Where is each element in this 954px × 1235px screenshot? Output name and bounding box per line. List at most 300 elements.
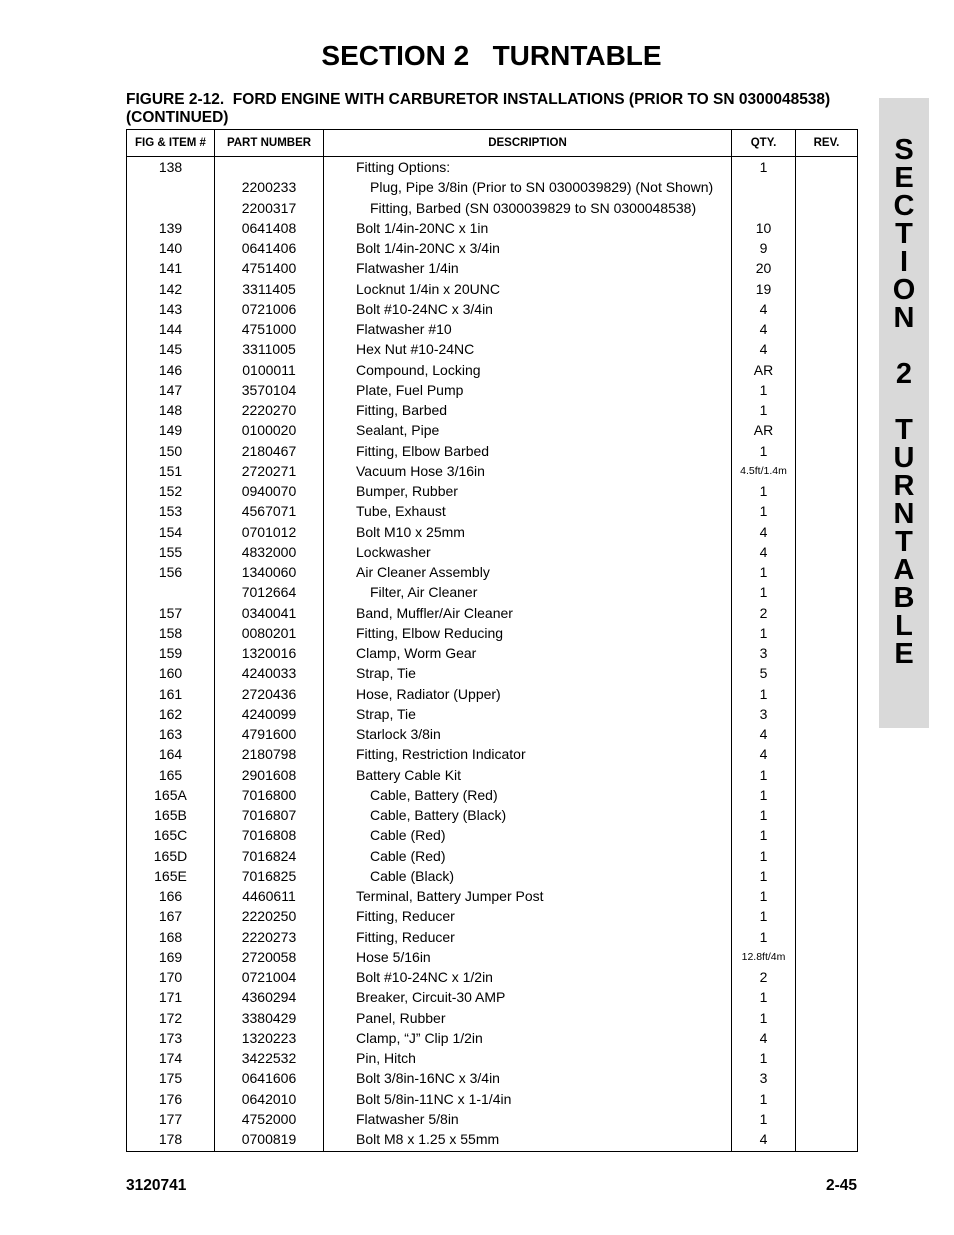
cell-part-number: 2220270 [215, 400, 324, 420]
table-row [127, 1048, 858, 1068]
cell-description: Bolt #10-24NC x 3/4in [324, 299, 732, 319]
cell-description: Band, Muffler/Air Cleaner [324, 603, 732, 623]
cell-rev [796, 967, 858, 987]
cell-item-number: 166 [127, 886, 215, 906]
table-row [127, 157, 858, 178]
table-row [127, 1008, 858, 1028]
cell-qty: 1 [732, 1109, 796, 1129]
section-tab-letter: T [895, 414, 913, 446]
cell-rev [796, 319, 858, 339]
parts-table [126, 129, 858, 1152]
cell-rev [796, 1068, 858, 1088]
table-bottom-spacer [127, 1149, 858, 1152]
cell-item-number: 177 [127, 1109, 215, 1129]
cell-rev [796, 542, 858, 562]
section-tab-letter: A [893, 554, 915, 586]
section-tab-word-number [879, 360, 929, 388]
cell-item-number: 153 [127, 501, 215, 521]
cell-description: Breaker, Circuit-30 AMP [324, 987, 732, 1007]
table-row [127, 380, 858, 400]
cell-description: Bolt #10-24NC x 1/2in [324, 967, 732, 987]
table-row [127, 420, 858, 440]
cell-part-number: 7016825 [215, 866, 324, 886]
cell-part-number: 0080201 [215, 623, 324, 643]
cell-part-number: 0940070 [215, 481, 324, 501]
cell-part-number: 1320223 [215, 1028, 324, 1048]
column-header-rev: REV. [796, 130, 858, 157]
table-row [127, 886, 858, 906]
cell-item-number: 163 [127, 724, 215, 744]
cell-qty: 1 [732, 582, 796, 602]
cell-qty: AR [732, 420, 796, 440]
spacer-cell [796, 1149, 858, 1152]
table-row [127, 279, 858, 299]
table-row [127, 562, 858, 582]
cell-part-number: 4752000 [215, 1109, 324, 1129]
cell-item-number: 170 [127, 967, 215, 987]
cell-qty: 1 [732, 927, 796, 947]
table-row [127, 987, 858, 1007]
cell-item-number [127, 177, 215, 197]
cell-part-number: 0100020 [215, 420, 324, 440]
cell-qty: 4 [732, 1129, 796, 1149]
cell-part-number: 2901608 [215, 765, 324, 785]
figure-caption-continued: (CONTINUED) [126, 109, 229, 126]
cell-qty: 1 [732, 886, 796, 906]
table-row [127, 805, 858, 825]
cell-part-number: 2200233 [215, 177, 324, 197]
section-tab-letter: T [895, 218, 913, 250]
cell-description: Hex Nut #10-24NC [324, 339, 732, 359]
cell-rev [796, 643, 858, 663]
cell-rev [796, 441, 858, 461]
cell-description: Air Cleaner Assembly [324, 562, 732, 582]
cell-part-number: 3311005 [215, 339, 324, 359]
cell-description: Fitting, Barbed [324, 400, 732, 420]
table-row [127, 1028, 858, 1048]
cell-rev [796, 501, 858, 521]
cell-rev [796, 1129, 858, 1149]
cell-description: Fitting, Restriction Indicator [324, 744, 732, 764]
section-tab [879, 98, 929, 728]
cell-item-number: 169 [127, 947, 215, 967]
table-row [127, 319, 858, 339]
cell-rev [796, 258, 858, 278]
table-header-row [127, 130, 858, 157]
table-row [127, 603, 858, 623]
cell-rev [796, 1028, 858, 1048]
section-tab-letter: I [899, 246, 909, 278]
parts-table-body [127, 157, 858, 1152]
cell-item-number: 176 [127, 1089, 215, 1109]
cell-qty: 1 [732, 1048, 796, 1068]
cell-part-number: 1320016 [215, 643, 324, 663]
cell-qty: 1 [732, 1008, 796, 1028]
cell-part-number: 4751000 [215, 319, 324, 339]
section-tab-letter: 2 [895, 358, 913, 390]
cell-rev [796, 927, 858, 947]
cell-qty: 4.5ft/1.4m [732, 461, 796, 481]
section-title: SECTION 2 TURNTABLE [321, 40, 662, 71]
cell-part-number: 2220273 [215, 927, 324, 947]
cell-rev [796, 684, 858, 704]
cell-item-number [127, 198, 215, 218]
cell-qty: 10 [732, 218, 796, 238]
cell-rev [796, 157, 858, 178]
cell-part-number: 7016800 [215, 785, 324, 805]
table-row [127, 1109, 858, 1129]
cell-rev [796, 420, 858, 440]
cell-item-number: 172 [127, 1008, 215, 1028]
cell-rev [796, 947, 858, 967]
cell-description: Compound, Locking [324, 360, 732, 380]
cell-description: Cable (Black) [324, 866, 732, 886]
cell-part-number: 4240099 [215, 704, 324, 724]
page-number: 2-45 [825, 1177, 857, 1194]
column-header-description: DESCRIPTION [324, 130, 732, 157]
cell-part-number [215, 157, 324, 178]
cell-description: Bumper, Rubber [324, 481, 732, 501]
table-row [127, 441, 858, 461]
cell-item-number: 175 [127, 1068, 215, 1088]
cell-rev [796, 846, 858, 866]
cell-item-number: 168 [127, 927, 215, 947]
cell-description: Fitting Options: [324, 157, 732, 178]
cell-description: Flatwasher #10 [324, 319, 732, 339]
table-row [127, 744, 858, 764]
cell-description: Locknut 1/4in x 20UNC [324, 279, 732, 299]
cell-part-number: 2200317 [215, 198, 324, 218]
cell-description: Fitting, Reducer [324, 906, 732, 926]
cell-rev [796, 765, 858, 785]
cell-rev [796, 522, 858, 542]
cell-qty: AR [732, 360, 796, 380]
cell-item-number: 165C [127, 825, 215, 845]
table-row [127, 825, 858, 845]
section-tab-letter: N [893, 302, 915, 334]
cell-part-number: 4751400 [215, 258, 324, 278]
table-row [127, 1068, 858, 1088]
cell-qty: 4 [732, 542, 796, 562]
cell-part-number: 7016808 [215, 825, 324, 845]
cell-item-number: 159 [127, 643, 215, 663]
cell-item-number: 138 [127, 157, 215, 178]
cell-rev [796, 400, 858, 420]
cell-part-number: 0641606 [215, 1068, 324, 1088]
section-tab-letter: E [894, 638, 914, 670]
cell-part-number: 7016807 [215, 805, 324, 825]
cell-description: Cable, Battery (Black) [324, 805, 732, 825]
cell-part-number: 7012664 [215, 582, 324, 602]
cell-qty: 1 [732, 400, 796, 420]
cell-rev [796, 987, 858, 1007]
section-tab-letter: S [894, 134, 914, 166]
table-row [127, 643, 858, 663]
column-header-fig-item: FIG & ITEM # [127, 130, 215, 157]
section-tab-letter: T [895, 526, 913, 558]
document-number: 3120741 [126, 1177, 187, 1194]
cell-description: Plug, Pipe 3/8in (Prior to SN 0300039829) (Not Shown) [324, 177, 732, 197]
cell-part-number: 2180467 [215, 441, 324, 461]
cell-description: Cable (Red) [324, 846, 732, 866]
cell-rev [796, 724, 858, 744]
cell-part-number: 4240033 [215, 663, 324, 683]
section-tab-words [879, 136, 929, 668]
table-row [127, 846, 858, 866]
cell-rev [796, 582, 858, 602]
cell-qty: 1 [732, 785, 796, 805]
cell-item-number: 160 [127, 663, 215, 683]
table-row [127, 765, 858, 785]
spacer-cell [732, 1149, 796, 1152]
cell-item-number: 173 [127, 1028, 215, 1048]
cell-rev [796, 198, 858, 218]
cell-qty: 1 [732, 906, 796, 926]
cell-qty: 1 [732, 846, 796, 866]
cell-part-number: 7016824 [215, 846, 324, 866]
table-row [127, 927, 858, 947]
cell-description: Fitting, Barbed (SN 0300039829 to SN 0300048538) [324, 198, 732, 218]
section-tab-letter: R [893, 470, 915, 502]
cell-description: Hose 5/16in [324, 947, 732, 967]
cell-description: Fitting, Elbow Barbed [324, 441, 732, 461]
cell-rev [796, 704, 858, 724]
cell-description: Strap, Tie [324, 663, 732, 683]
table-row [127, 582, 858, 602]
cell-item-number: 144 [127, 319, 215, 339]
table-row [127, 238, 858, 258]
cell-description: Terminal, Battery Jumper Post [324, 886, 732, 906]
cell-item-number: 142 [127, 279, 215, 299]
cell-qty: 3 [732, 704, 796, 724]
cell-qty: 1 [732, 623, 796, 643]
cell-item-number: 165E [127, 866, 215, 886]
cell-part-number: 2220250 [215, 906, 324, 926]
cell-item-number: 174 [127, 1048, 215, 1068]
cell-item-number: 165B [127, 805, 215, 825]
cell-rev [796, 218, 858, 238]
cell-part-number: 0100011 [215, 360, 324, 380]
cell-part-number: 2720436 [215, 684, 324, 704]
cell-part-number: 3570104 [215, 380, 324, 400]
cell-qty: 2 [732, 967, 796, 987]
cell-description: Fitting, Reducer [324, 927, 732, 947]
cell-item-number: 145 [127, 339, 215, 359]
cell-qty: 4 [732, 724, 796, 744]
cell-rev [796, 1048, 858, 1068]
section-tab-letter: C [893, 190, 915, 222]
cell-qty: 1 [732, 805, 796, 825]
cell-qty: 1 [732, 157, 796, 178]
cell-item-number: 148 [127, 400, 215, 420]
cell-rev [796, 481, 858, 501]
cell-description: Starlock 3/8in [324, 724, 732, 744]
cell-qty: 4 [732, 744, 796, 764]
table-row [127, 542, 858, 562]
cell-item-number: 140 [127, 238, 215, 258]
cell-rev [796, 360, 858, 380]
cell-qty [732, 177, 796, 197]
cell-item-number: 143 [127, 299, 215, 319]
section-tab-word-turntable [879, 416, 929, 668]
figure-caption [126, 91, 866, 127]
cell-qty: 5 [732, 663, 796, 683]
cell-rev [796, 177, 858, 197]
section-tab-letter: L [895, 610, 913, 642]
cell-qty: 4 [732, 319, 796, 339]
cell-rev [796, 906, 858, 926]
cell-item-number: 150 [127, 441, 215, 461]
cell-rev [796, 866, 858, 886]
section-tab-letter: B [893, 582, 915, 614]
table-row [127, 663, 858, 683]
cell-qty: 1 [732, 866, 796, 886]
cell-qty: 4 [732, 522, 796, 542]
cell-rev [796, 562, 858, 582]
cell-item-number: 165D [127, 846, 215, 866]
cell-qty: 19 [732, 279, 796, 299]
table-row [127, 785, 858, 805]
cell-qty: 2 [732, 603, 796, 623]
table-row [127, 967, 858, 987]
cell-rev [796, 299, 858, 319]
cell-qty: 1 [732, 481, 796, 501]
cell-qty: 1 [732, 562, 796, 582]
cell-description: Cable, Battery (Red) [324, 785, 732, 805]
table-row [127, 258, 858, 278]
table-row [127, 623, 858, 643]
cell-qty: 3 [732, 643, 796, 663]
cell-qty: 4 [732, 339, 796, 359]
table-row [127, 299, 858, 319]
cell-item-number [127, 582, 215, 602]
cell-description: Flatwasher 5/8in [324, 1109, 732, 1129]
cell-item-number: 157 [127, 603, 215, 623]
cell-rev [796, 1109, 858, 1129]
cell-description: Bolt 3/8in-16NC x 3/4in [324, 1068, 732, 1088]
cell-part-number: 0340041 [215, 603, 324, 623]
table-row [127, 866, 858, 886]
table-row [127, 906, 858, 926]
table-row [127, 218, 858, 238]
cell-rev [796, 339, 858, 359]
cell-rev [796, 623, 858, 643]
cell-rev [796, 461, 858, 481]
cell-item-number: 167 [127, 906, 215, 926]
figure-caption-text: FIGURE 2-12. FORD ENGINE WITH CARBURETOR INSTALLATIONS (PRIOR TO SN 0300048538) [126, 91, 831, 108]
cell-qty [732, 198, 796, 218]
cell-part-number: 4360294 [215, 987, 324, 1007]
section-tab-letter: O [892, 274, 916, 306]
cell-qty: 1 [732, 987, 796, 1007]
cell-qty: 1 [732, 765, 796, 785]
cell-qty: 1 [732, 441, 796, 461]
cell-qty: 1 [732, 1089, 796, 1109]
spacer-cell [324, 1149, 732, 1152]
cell-part-number: 0721004 [215, 967, 324, 987]
table-row [127, 684, 858, 704]
cell-item-number: 139 [127, 218, 215, 238]
cell-item-number: 162 [127, 704, 215, 724]
cell-rev [796, 785, 858, 805]
table-row [127, 360, 858, 380]
cell-description: Clamp, “J” Clip 1/2in [324, 1028, 732, 1048]
cell-qty: 9 [732, 238, 796, 258]
section-tab-letter: E [894, 162, 914, 194]
cell-description: Bolt 1/4in-20NC x 1in [324, 218, 732, 238]
cell-item-number: 152 [127, 481, 215, 501]
cell-rev [796, 805, 858, 825]
cell-part-number: 0642010 [215, 1089, 324, 1109]
table-row [127, 400, 858, 420]
table-row [127, 724, 858, 744]
cell-description: Battery Cable Kit [324, 765, 732, 785]
cell-part-number: 2720058 [215, 947, 324, 967]
column-header-part-number: PART NUMBER [215, 130, 324, 157]
table-row [127, 1089, 858, 1109]
cell-part-number: 3422532 [215, 1048, 324, 1068]
cell-part-number: 2180798 [215, 744, 324, 764]
spacer-cell [127, 1149, 215, 1152]
table-row [127, 522, 858, 542]
section-tab-letter: U [893, 442, 915, 474]
cell-description: Vacuum Hose 3/16in [324, 461, 732, 481]
cell-rev [796, 825, 858, 845]
table-row [127, 198, 858, 218]
table-row [127, 481, 858, 501]
cell-item-number: 165 [127, 765, 215, 785]
cell-part-number: 0700819 [215, 1129, 324, 1149]
cell-part-number: 4832000 [215, 542, 324, 562]
cell-item-number: 165A [127, 785, 215, 805]
cell-description: Flatwasher 1/4in [324, 258, 732, 278]
section-tab-word-section [879, 136, 929, 332]
cell-item-number: 178 [127, 1129, 215, 1149]
cell-description: Bolt 1/4in-20NC x 3/4in [324, 238, 732, 258]
cell-rev [796, 603, 858, 623]
spacer-cell [215, 1149, 324, 1152]
cell-part-number: 4460611 [215, 886, 324, 906]
cell-description: Bolt M8 x 1.25 x 55mm [324, 1129, 732, 1149]
cell-description: Bolt 5/8in-11NC x 1-1/4in [324, 1089, 732, 1109]
cell-description: Filter, Air Cleaner [324, 582, 732, 602]
cell-item-number: 141 [127, 258, 215, 278]
cell-item-number: 149 [127, 420, 215, 440]
table-row [127, 339, 858, 359]
cell-part-number: 3380429 [215, 1008, 324, 1028]
cell-part-number: 4567071 [215, 501, 324, 521]
cell-qty: 20 [732, 258, 796, 278]
cell-item-number: 155 [127, 542, 215, 562]
cell-rev [796, 744, 858, 764]
table-row [127, 704, 858, 724]
cell-item-number: 156 [127, 562, 215, 582]
cell-item-number: 154 [127, 522, 215, 542]
cell-part-number: 0721006 [215, 299, 324, 319]
cell-qty: 4 [732, 1028, 796, 1048]
table-row [127, 461, 858, 481]
cell-part-number: 2720271 [215, 461, 324, 481]
table-row [127, 501, 858, 521]
cell-description: Clamp, Worm Gear [324, 643, 732, 663]
cell-part-number: 0641408 [215, 218, 324, 238]
cell-description: Pin, Hitch [324, 1048, 732, 1068]
cell-qty: 1 [732, 684, 796, 704]
cell-part-number: 1340060 [215, 562, 324, 582]
cell-qty: 3 [732, 1068, 796, 1088]
table-row [127, 1129, 858, 1149]
cell-qty: 4 [732, 299, 796, 319]
